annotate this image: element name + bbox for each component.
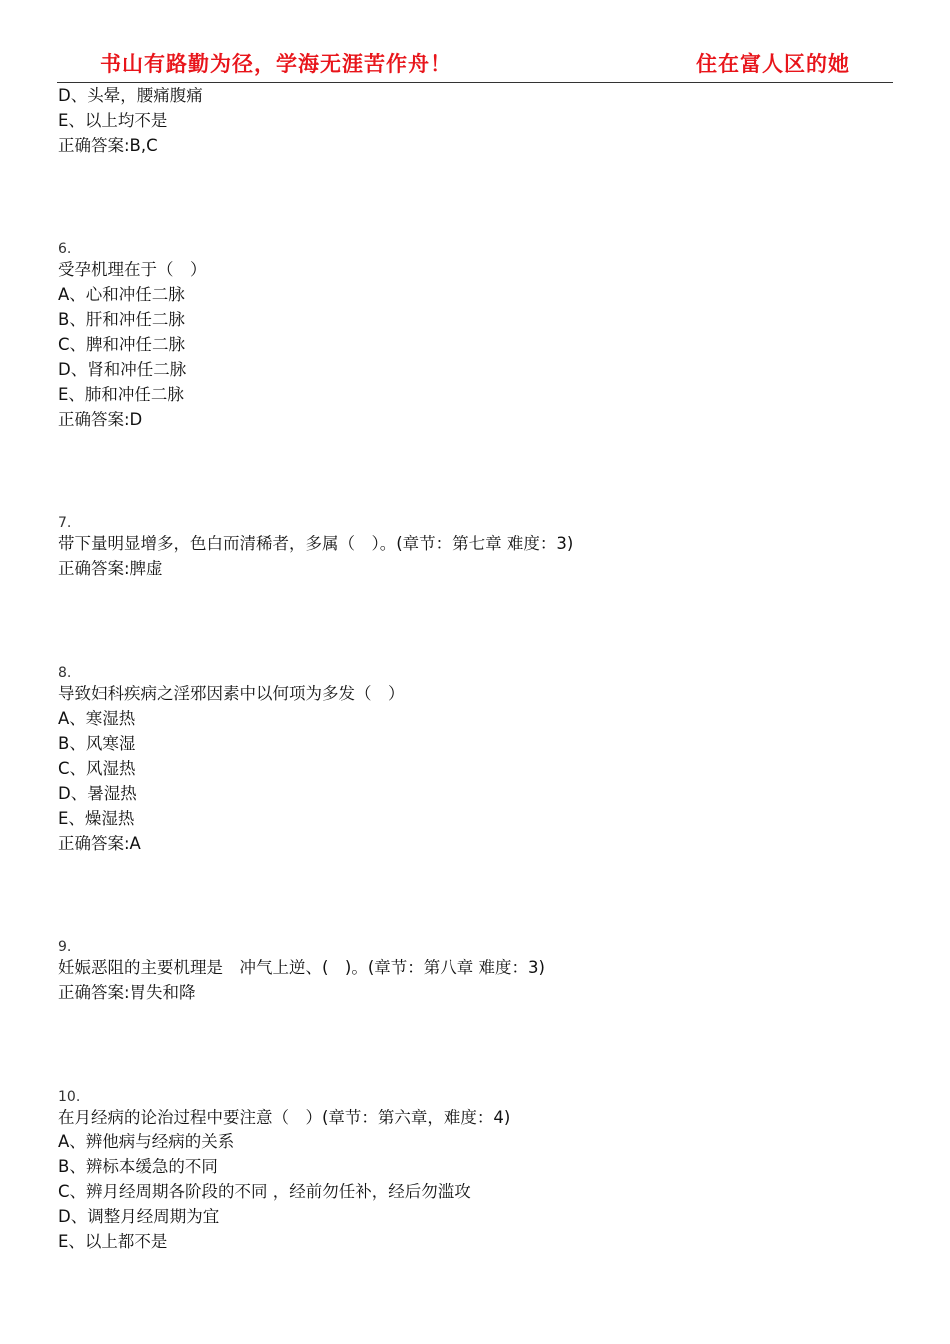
q8-option-a: A、寒湿热 <box>58 709 136 728</box>
q6-option-e: E、肺和冲任二脉 <box>58 385 184 404</box>
q8-option-c: C、风湿热 <box>58 759 136 778</box>
q7-answer: 正确答案:脾虚 <box>58 559 163 578</box>
q6-number: 6. <box>58 241 72 257</box>
q8-option-d: D、暑湿热 <box>58 784 137 803</box>
q5-option-d: D、头晕，腰痛腹痛 <box>58 86 203 105</box>
q8-number: 8. <box>58 665 72 681</box>
q8-question: 导致妇科疾病之淫邪因素中以何项为多发（ ） <box>58 684 405 703</box>
q10-option-c: C、辨月经周期各阶段的不同 ，经前勿任补，经后勿滥攻 <box>58 1182 471 1201</box>
q6-option-b: B、肝和冲任二脉 <box>58 310 185 329</box>
q8-option-b: B、风寒湿 <box>58 734 136 753</box>
q5-answer: 正确答案:B,C <box>58 136 158 155</box>
q6-question: 受孕机理在于（ ） <box>58 260 207 279</box>
q6-answer: 正确答案:D <box>58 410 143 429</box>
q8-option-e: E、燥湿热 <box>58 809 135 828</box>
q10-option-d: D、调整月经周期为宜 <box>58 1207 220 1226</box>
q9-answer: 正确答案:胃失和降 <box>58 983 196 1002</box>
header-motto: 书山有路勤为径，学海无涯苦作舟！ <box>100 52 452 76</box>
page-header <box>0 0 950 84</box>
q10-question: 在月经病的论治过程中要注意（ ）(章节：第六章，难度：4) <box>58 1108 511 1127</box>
q6-option-a: A、心和冲任二脉 <box>58 285 185 304</box>
q10-option-b: B、辨标本缓急的不同 <box>58 1157 218 1176</box>
q7-question: 带下量明显增多，色白而清稀者，多属（ ）。(章节：第七章 难度：3) <box>58 534 574 553</box>
header-divider <box>57 82 893 83</box>
header-author: 住在富人区的她 <box>696 52 850 76</box>
q8-answer: 正确答案:A <box>58 834 141 853</box>
q6-option-c: C、脾和冲任二脉 <box>58 335 186 354</box>
q10-option-a: A、辨他病与经病的关系 <box>58 1132 235 1151</box>
q5-option-e: E、以上均不是 <box>58 111 168 130</box>
q9-question: 妊娠恶阻的主要机理是 冲气上逆、( )。(章节：第八章 难度：3) <box>58 958 545 977</box>
q7-number: 7. <box>58 515 72 531</box>
q6-option-d: D、肾和冲任二脉 <box>58 360 187 379</box>
q10-option-e: E、以上都不是 <box>58 1232 168 1251</box>
q10-number: 10. <box>58 1089 81 1105</box>
q9-number: 9. <box>58 939 72 955</box>
